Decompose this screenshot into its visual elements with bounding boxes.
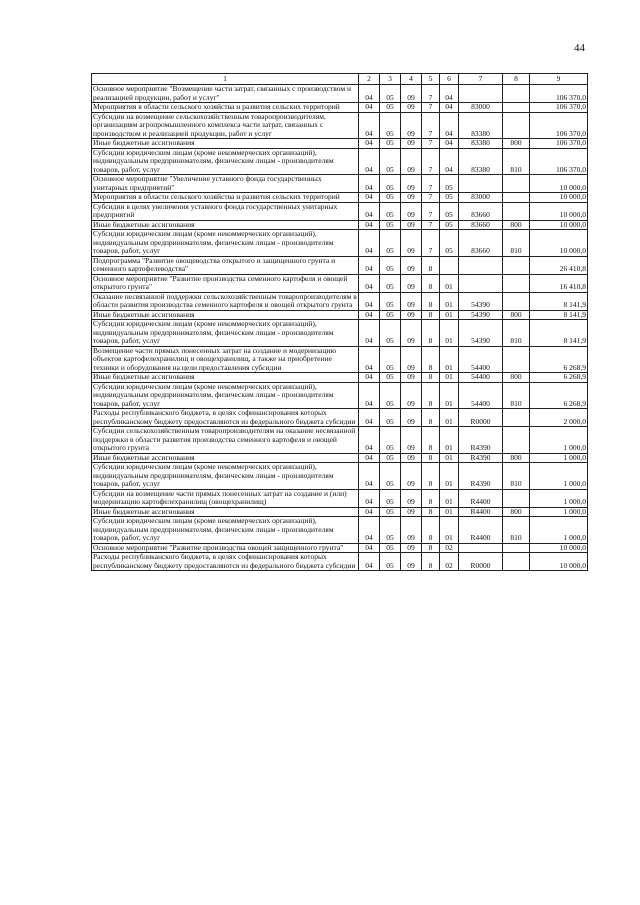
table-body bbox=[92, 85, 588, 571]
program-cell: 09 bbox=[401, 373, 422, 383]
expense-type-cell: 800 bbox=[503, 310, 530, 320]
expense-type-cell bbox=[503, 409, 530, 427]
amount-cell: 1 000,0 bbox=[530, 507, 588, 517]
expense-type-cell: 810 bbox=[503, 148, 530, 175]
program-cell: 09 bbox=[401, 85, 422, 103]
table-row bbox=[92, 310, 588, 320]
program-cell: 09 bbox=[401, 103, 422, 113]
section-cell: 04 bbox=[359, 256, 380, 274]
table-row bbox=[92, 553, 588, 571]
section-cell: 04 bbox=[359, 139, 380, 149]
header-cell: 6 bbox=[440, 74, 459, 85]
program-cell: 09 bbox=[401, 175, 422, 193]
table-row bbox=[92, 463, 588, 490]
section-cell: 04 bbox=[359, 193, 380, 203]
table-row bbox=[92, 382, 588, 409]
section-cell: 04 bbox=[359, 274, 380, 292]
table-row bbox=[92, 139, 588, 149]
amount-cell: 26 410,8 bbox=[530, 256, 588, 274]
row-name-cell: Основное мероприятие "Увеличение уставного фонда государственных унитарных предприятий" bbox=[92, 175, 359, 193]
row-name-cell: Иные бюджетные ассигнования bbox=[92, 139, 359, 149]
amount-cell: 10 000,0 bbox=[530, 543, 588, 553]
amount-cell: 106 370,0 bbox=[530, 112, 588, 139]
subprogram-cell: 8 bbox=[422, 489, 440, 507]
target-article-cell: 83000 bbox=[459, 103, 503, 113]
target-article-cell: 54390 bbox=[459, 292, 503, 310]
row-name-cell: Расходы республиканского бюджета, в целях софинансирования которых республиканскому бюджету предоставляются из федерального бюджета субсидии bbox=[92, 553, 359, 571]
subprogram-cell: 7 bbox=[422, 112, 440, 139]
program-cell: 09 bbox=[401, 453, 422, 463]
amount-cell: 1 000,0 bbox=[530, 453, 588, 463]
target-article-cell: R4390 bbox=[459, 463, 503, 490]
target-article-cell bbox=[459, 85, 503, 103]
row-name-cell: Основное мероприятие "Развитие производства семенного картофеля и овощей открытого грунта" bbox=[92, 274, 359, 292]
subsection-cell: 05 bbox=[380, 427, 401, 454]
section-cell: 04 bbox=[359, 409, 380, 427]
expense-type-cell bbox=[503, 256, 530, 274]
section-cell: 04 bbox=[359, 292, 380, 310]
section-cell: 04 bbox=[359, 148, 380, 175]
event-cell: 01 bbox=[440, 489, 459, 507]
expense-type-cell bbox=[503, 175, 530, 193]
program-cell: 09 bbox=[401, 292, 422, 310]
event-cell: 01 bbox=[440, 320, 459, 347]
amount-cell: 1 000,0 bbox=[530, 517, 588, 544]
program-cell: 09 bbox=[401, 193, 422, 203]
subprogram-cell: 8 bbox=[422, 553, 440, 571]
event-cell: 01 bbox=[440, 274, 459, 292]
section-cell: 04 bbox=[359, 463, 380, 490]
subsection-cell: 05 bbox=[380, 463, 401, 490]
section-cell: 04 bbox=[359, 543, 380, 553]
event-cell: 04 bbox=[440, 112, 459, 139]
event-cell: 01 bbox=[440, 517, 459, 544]
row-name-cell: Субсидии юридическим лицам (кроме некоммерческих организаций), индивидуальным предпринимателям, физическим лицам - производителям товаров, работ, услуг bbox=[92, 463, 359, 490]
subsection-cell: 05 bbox=[380, 507, 401, 517]
subsection-cell: 05 bbox=[380, 112, 401, 139]
program-cell: 09 bbox=[401, 320, 422, 347]
target-article-cell: 54390 bbox=[459, 310, 503, 320]
target-article-cell: 83660 bbox=[459, 220, 503, 230]
section-cell: 04 bbox=[359, 175, 380, 193]
expense-type-cell bbox=[503, 346, 530, 373]
subprogram-cell: 8 bbox=[422, 310, 440, 320]
row-name-cell: Расходы республиканского бюджета, в целях софинансирования которых республиканскому бюджету предоставляются из федерального бюджета субсидии bbox=[92, 409, 359, 427]
target-article-cell: 83660 bbox=[459, 202, 503, 220]
subprogram-cell: 8 bbox=[422, 409, 440, 427]
table-row bbox=[92, 373, 588, 383]
subsection-cell: 05 bbox=[380, 320, 401, 347]
table-row bbox=[92, 489, 588, 507]
event-cell: 04 bbox=[440, 148, 459, 175]
program-cell: 09 bbox=[401, 382, 422, 409]
subprogram-cell: 8 bbox=[422, 373, 440, 383]
subprogram-cell: 8 bbox=[422, 507, 440, 517]
amount-cell: 106 370,0 bbox=[530, 148, 588, 175]
subprogram-cell: 8 bbox=[422, 256, 440, 274]
subprogram-cell: 8 bbox=[422, 427, 440, 454]
target-article-cell: 83380 bbox=[459, 148, 503, 175]
subprogram-cell: 8 bbox=[422, 274, 440, 292]
section-cell: 04 bbox=[359, 85, 380, 103]
expense-type-cell: 810 bbox=[503, 382, 530, 409]
section-cell: 04 bbox=[359, 489, 380, 507]
expense-type-cell bbox=[503, 103, 530, 113]
row-name-cell: Мероприятия в области сельского хозяйства и развития сельских территорий bbox=[92, 103, 359, 113]
expense-type-cell bbox=[503, 202, 530, 220]
amount-cell: 10 000,0 bbox=[530, 202, 588, 220]
table-row bbox=[92, 517, 588, 544]
row-name-cell: Основное мероприятие "Возмещение части затрат, связанных с производством и реализацией продукции, работ и услуг" bbox=[92, 85, 359, 103]
target-article-cell: R4400 bbox=[459, 489, 503, 507]
event-cell bbox=[440, 256, 459, 274]
row-name-cell: Субсидии юридическим лицам (кроме некоммерческих организаций), индивидуальным предпринимателям, физическим лицам - производителям товаров, работ, услуг bbox=[92, 148, 359, 175]
program-cell: 09 bbox=[401, 310, 422, 320]
amount-cell: 1 000,0 bbox=[530, 463, 588, 490]
event-cell: 01 bbox=[440, 507, 459, 517]
table-row bbox=[92, 148, 588, 175]
header-cell: 5 bbox=[422, 74, 440, 85]
subsection-cell: 05 bbox=[380, 489, 401, 507]
table-row bbox=[92, 409, 588, 427]
subsection-cell: 05 bbox=[380, 453, 401, 463]
header-cell: 9 bbox=[530, 74, 588, 85]
subprogram-cell: 8 bbox=[422, 463, 440, 490]
event-cell: 01 bbox=[440, 427, 459, 454]
amount-cell: 10 000,0 bbox=[530, 193, 588, 203]
subsection-cell: 05 bbox=[380, 85, 401, 103]
expense-type-cell: 800 bbox=[503, 139, 530, 149]
section-cell: 04 bbox=[359, 373, 380, 383]
expense-type-cell: 800 bbox=[503, 373, 530, 383]
header-cell: 4 bbox=[401, 74, 422, 85]
event-cell: 05 bbox=[440, 220, 459, 230]
subprogram-cell: 7 bbox=[422, 202, 440, 220]
amount-cell: 16 410,8 bbox=[530, 274, 588, 292]
subsection-cell: 05 bbox=[380, 310, 401, 320]
program-cell: 09 bbox=[401, 274, 422, 292]
target-article-cell: 83660 bbox=[459, 230, 503, 257]
program-cell: 09 bbox=[401, 256, 422, 274]
subprogram-cell: 8 bbox=[422, 382, 440, 409]
expense-type-cell bbox=[503, 543, 530, 553]
row-name-cell: Субсидии в целях увеличения уставного фонда государственных унитарных предприятий bbox=[92, 202, 359, 220]
amount-cell: 6 268,9 bbox=[530, 373, 588, 383]
subsection-cell: 05 bbox=[380, 517, 401, 544]
target-article-cell bbox=[459, 543, 503, 553]
row-name-cell: Оказание несвязанной поддержки сельскохозяйственным товаропроизводителям в области развития производства семенного картофеля и овощей открытого грунта bbox=[93, 292, 357, 309]
target-article-cell: 54400 bbox=[459, 346, 503, 373]
subsection-cell: 05 bbox=[380, 553, 401, 571]
event-cell: 05 bbox=[440, 202, 459, 220]
amount-cell: 1 000,0 bbox=[530, 427, 588, 454]
event-cell: 01 bbox=[440, 346, 459, 373]
subsection-cell: 05 bbox=[380, 373, 401, 383]
subsection-cell: 05 bbox=[380, 274, 401, 292]
expense-type-cell bbox=[503, 292, 530, 310]
table-row bbox=[92, 346, 588, 373]
program-cell: 09 bbox=[401, 148, 422, 175]
amount-cell: 2 000,0 bbox=[530, 409, 588, 427]
target-article-cell bbox=[459, 256, 503, 274]
expense-type-cell bbox=[503, 112, 530, 139]
expense-type-cell: 810 bbox=[503, 463, 530, 490]
amount-cell: 106 370,0 bbox=[530, 103, 588, 113]
amount-cell: 8 141,9 bbox=[530, 292, 588, 310]
subprogram-cell: 8 bbox=[422, 543, 440, 553]
subsection-cell: 05 bbox=[380, 139, 401, 149]
expense-type-cell: 800 bbox=[503, 220, 530, 230]
row-name-cell: Субсидии юридическим лицам (кроме некоммерческих организаций), индивидуальным предпринимателям, физическим лицам - производителям товаров, работ, услуг bbox=[92, 382, 359, 409]
section-cell: 04 bbox=[359, 220, 380, 230]
expense-type-cell: 810 bbox=[503, 320, 530, 347]
table-row bbox=[92, 320, 588, 347]
event-cell: 04 bbox=[440, 85, 459, 103]
amount-cell: 1 000,0 bbox=[530, 489, 588, 507]
target-article-cell: R0000 bbox=[459, 553, 503, 571]
table-row bbox=[92, 292, 588, 310]
subprogram-cell: 8 bbox=[422, 517, 440, 544]
amount-cell: 6 268,9 bbox=[530, 382, 588, 409]
row-name-cell: Иные бюджетные ассигнования bbox=[92, 453, 359, 463]
program-cell: 09 bbox=[401, 346, 422, 373]
target-article-cell: 83000 bbox=[459, 193, 503, 203]
header-cell: 7 bbox=[459, 74, 503, 85]
event-cell: 01 bbox=[440, 409, 459, 427]
subsection-cell: 05 bbox=[380, 543, 401, 553]
section-cell: 04 bbox=[359, 112, 380, 139]
header-cell: 2 bbox=[359, 74, 380, 85]
subprogram-cell: 7 bbox=[422, 175, 440, 193]
subsection-cell: 05 bbox=[380, 202, 401, 220]
page-number: 44 bbox=[574, 42, 585, 54]
target-article-cell: 83380 bbox=[459, 139, 503, 149]
program-cell: 09 bbox=[401, 507, 422, 517]
amount-cell: 10 000,0 bbox=[530, 220, 588, 230]
row-name-cell: Субсидии юридическим лицам (кроме некоммерческих организаций), индивидуальным предпринимателям, физическим лицам - производителям товаров, работ, услуг bbox=[92, 230, 359, 257]
event-cell: 01 bbox=[440, 382, 459, 409]
budget-table bbox=[91, 73, 588, 571]
program-cell: 09 bbox=[401, 139, 422, 149]
program-cell: 09 bbox=[401, 112, 422, 139]
subprogram-cell: 7 bbox=[422, 139, 440, 149]
event-cell: 04 bbox=[440, 103, 459, 113]
table-row bbox=[92, 274, 588, 292]
table-row bbox=[92, 427, 588, 454]
table-row bbox=[92, 220, 588, 230]
subsection-cell: 05 bbox=[380, 103, 401, 113]
target-article-cell: 54390 bbox=[459, 320, 503, 347]
subprogram-cell: 8 bbox=[422, 346, 440, 373]
subsection-cell: 05 bbox=[380, 220, 401, 230]
header-cell: 3 bbox=[380, 74, 401, 85]
row-name-cell: Субсидии юридическим лицам (кроме некоммерческих организаций), индивидуальным предпринимателям, физическим лицам - производителям товаров, работ, услуг bbox=[92, 517, 359, 544]
subprogram-cell: 8 bbox=[422, 292, 440, 310]
table-row bbox=[92, 230, 588, 257]
program-cell: 09 bbox=[401, 553, 422, 571]
subprogram-cell: 7 bbox=[422, 148, 440, 175]
expense-type-cell bbox=[503, 193, 530, 203]
row-name-cell: Иные бюджетные ассигнования bbox=[92, 507, 359, 517]
subprogram-cell: 7 bbox=[422, 230, 440, 257]
subsection-cell: 05 bbox=[380, 292, 401, 310]
row-name-cell: Основное мероприятие "Развитие производства овощей защищенного грунта" bbox=[92, 543, 359, 553]
subsection-cell: 05 bbox=[380, 382, 401, 409]
section-cell: 04 bbox=[359, 103, 380, 113]
target-article-cell bbox=[459, 175, 503, 193]
section-cell: 04 bbox=[359, 202, 380, 220]
subsection-cell: 05 bbox=[380, 193, 401, 203]
expense-type-cell bbox=[503, 427, 530, 454]
table-row bbox=[92, 543, 588, 553]
row-name-cell: Иные бюджетные ассигнования bbox=[92, 220, 359, 230]
section-cell: 04 bbox=[359, 427, 380, 454]
expense-type-cell bbox=[503, 553, 530, 571]
program-cell: 09 bbox=[401, 489, 422, 507]
row-name-cell: Возмещение части прямых понесенных затрат на создание и модернизацию объектов картофелехранилищ и овощехранилищ, а также на приобретение техники и оборудования на цели предоставления субсидии bbox=[92, 346, 359, 373]
subprogram-cell: 7 bbox=[422, 193, 440, 203]
expense-type-cell: 800 bbox=[503, 507, 530, 517]
expense-type-cell: 810 bbox=[503, 230, 530, 257]
subsection-cell: 05 bbox=[380, 256, 401, 274]
amount-cell: 8 141,9 bbox=[530, 320, 588, 347]
amount-cell: 8 141,9 bbox=[530, 310, 588, 320]
expense-type-cell bbox=[503, 489, 530, 507]
section-cell: 04 bbox=[359, 310, 380, 320]
event-cell: 02 bbox=[440, 543, 459, 553]
subsection-cell: 05 bbox=[380, 175, 401, 193]
amount-cell: 106 370,0 bbox=[530, 85, 588, 103]
program-cell: 09 bbox=[401, 202, 422, 220]
row-name-cell: Мероприятия в области сельского хозяйства и развития сельских территорий bbox=[92, 193, 359, 203]
amount-cell: 10 000,0 bbox=[530, 175, 588, 193]
program-cell: 09 bbox=[401, 543, 422, 553]
table-row bbox=[92, 202, 588, 220]
row-name-cell: Субсидии на возмещение части прямых понесенных затрат на создание и (или) модернизацию картофелехранилищ (овощехранилищ) bbox=[92, 489, 359, 507]
program-cell: 09 bbox=[401, 517, 422, 544]
event-cell: 01 bbox=[440, 292, 459, 310]
row-name-cell: Субсидии юридическим лицам (кроме некоммерческих организаций), индивидуальным предпринимателям, физическим лицам - производителям товаров, работ, услуг bbox=[92, 320, 359, 347]
table-header-row bbox=[92, 74, 588, 85]
amount-cell: 10 000,0 bbox=[530, 553, 588, 571]
program-cell: 09 bbox=[401, 409, 422, 427]
section-cell: 04 bbox=[359, 517, 380, 544]
subprogram-cell: 7 bbox=[422, 85, 440, 103]
event-cell: 05 bbox=[440, 230, 459, 257]
expense-type-cell bbox=[503, 85, 530, 103]
section-cell: 04 bbox=[359, 230, 380, 257]
target-article-cell: R4390 bbox=[459, 427, 503, 454]
target-article-cell: 83380 bbox=[459, 112, 503, 139]
section-cell: 04 bbox=[359, 553, 380, 571]
subprogram-cell: 8 bbox=[422, 320, 440, 347]
section-cell: 04 bbox=[359, 346, 380, 373]
header-cell: 1 bbox=[92, 74, 359, 85]
expense-type-cell bbox=[503, 274, 530, 292]
event-cell: 05 bbox=[440, 193, 459, 203]
subsection-cell: 05 bbox=[380, 409, 401, 427]
row-name-cell: Субсидии на возмещение сельскохозяйственным товаропроизводителям, организациям агропромышленного комплекса части затрат, связанных с производством и реализацией продукции, работ и услуг bbox=[92, 112, 359, 139]
target-article-cell bbox=[459, 274, 503, 292]
program-cell: 09 bbox=[401, 230, 422, 257]
subsection-cell: 05 bbox=[380, 148, 401, 175]
subprogram-cell: 8 bbox=[422, 453, 440, 463]
table-row bbox=[92, 112, 588, 139]
table-row bbox=[92, 175, 588, 193]
row-name-cell: Подпрограмма "Развитие овощеводства открытого и защищенного грунта и семенного картофелеводства" bbox=[92, 256, 359, 274]
amount-cell: 106 370,0 bbox=[530, 139, 588, 149]
table-row bbox=[92, 507, 588, 517]
amount-cell: 10 000,0 bbox=[530, 230, 588, 257]
program-cell: 09 bbox=[401, 220, 422, 230]
section-cell: 04 bbox=[359, 507, 380, 517]
subprogram-cell: 7 bbox=[422, 220, 440, 230]
event-cell: 02 bbox=[440, 553, 459, 571]
target-article-cell: R4400 bbox=[459, 507, 503, 517]
section-cell: 04 bbox=[359, 453, 380, 463]
event-cell: 01 bbox=[440, 463, 459, 490]
table-row bbox=[92, 256, 588, 274]
table-row bbox=[92, 453, 588, 463]
program-cell: 09 bbox=[401, 463, 422, 490]
section-cell: 04 bbox=[359, 382, 380, 409]
target-article-cell: 54400 bbox=[459, 382, 503, 409]
row-name-cell: Субсидии сельскохозяйственным товаропроизводителям на оказание несвязанной поддержки в области развития производства семенного картофеля и овощей открытого грунта bbox=[92, 427, 359, 454]
header-cell: 8 bbox=[503, 74, 530, 85]
target-article-cell: 54400 bbox=[459, 373, 503, 383]
table-row bbox=[92, 103, 588, 113]
subsection-cell: 05 bbox=[380, 230, 401, 257]
target-article-cell: R4390 bbox=[459, 453, 503, 463]
subprogram-cell: 7 bbox=[422, 103, 440, 113]
event-cell: 05 bbox=[440, 175, 459, 193]
row-name-cell: Иные бюджетные ассигнования bbox=[92, 373, 359, 383]
section-cell: 04 bbox=[359, 320, 380, 347]
program-cell: 09 bbox=[401, 427, 422, 454]
table-row bbox=[92, 193, 588, 203]
target-article-cell: R4400 bbox=[459, 517, 503, 544]
subsection-cell: 05 bbox=[380, 346, 401, 373]
event-cell: 01 bbox=[440, 453, 459, 463]
expense-type-cell: 810 bbox=[503, 517, 530, 544]
amount-cell: 6 268,9 bbox=[530, 346, 588, 373]
event-cell: 01 bbox=[440, 310, 459, 320]
table-row bbox=[92, 85, 588, 103]
target-article-cell: R0000 bbox=[459, 409, 503, 427]
expense-type-cell: 800 bbox=[503, 453, 530, 463]
event-cell: 01 bbox=[440, 373, 459, 383]
event-cell: 04 bbox=[440, 139, 459, 149]
row-name-cell: Иные бюджетные ассигнования bbox=[92, 310, 359, 320]
